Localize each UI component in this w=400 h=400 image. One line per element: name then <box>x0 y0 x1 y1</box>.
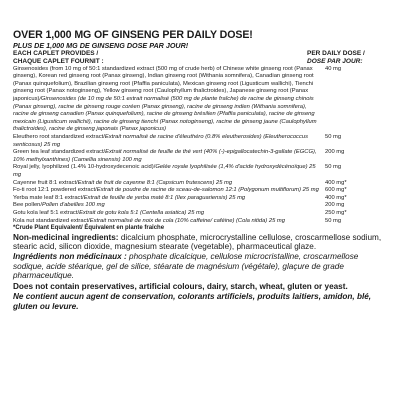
ingredient-row <box>13 164 387 179</box>
ingredient-name-en: Ginsenosides (from 10 mg of 50:1 standardized extract (500 mg of crude herb) of Chinese white ginseng root (Panax ginseng), Korean red ginseng root (Panax ginseng), Indian ginseng root (Withania somnifera), Canadian ginseng root (Panax quinquefolium), Brazilian ginseng root (Pfaffia paniculata), Mexican ginseng root (Ligusticum wallichi), Tienchi ginseng root (Panax notoginseng), Yellow ginseng root (Caulophyllum thalictroides), Japanese ginseng root (Panax japonicus) <box>13 65 314 103</box>
ingredient-text <box>13 149 325 164</box>
allergen-statement-en: Does not contain preservatives, artificial colours, dairy, starch, wheat, gluten or yeast. <box>13 281 348 291</box>
ingredient-name-fr: Extrait normalisé de racine d'éleuthéro (0.8% eleutherosides) (Eleutherococcus senticosus) 25 mg <box>13 134 308 148</box>
column-header-right-fr: DOSE PAR JOUR: <box>307 57 363 65</box>
column-headers <box>13 50 387 66</box>
ingredient-name-fr: Extrait normalisé de feuille de thé vert (40% (-)-epigallocatechin-3-gallate (EGCG), 10% methylxanthines) (Camellia sinensis) 100 mg <box>13 149 317 163</box>
ingredient-text <box>13 180 325 188</box>
column-header-left-fr: CHAQUE CAPLET FOURNIT : <box>13 57 104 65</box>
ingredient-row <box>13 149 387 164</box>
ingredient-name-fr: Extrait normalisé de noix de cola (10% caffeine/ caféine) (Cola nitida) 25 mg <box>89 217 285 224</box>
ingredient-amount: 50 mg <box>325 164 342 171</box>
non-medicinal-ingredients-fr <box>13 252 387 281</box>
ingredient-text <box>13 195 325 203</box>
column-header-right-en: PER DAILY DOSE / <box>307 50 365 58</box>
non-medicinal-ingredients-en <box>13 233 387 252</box>
ingredient-text <box>13 210 325 218</box>
ingredient-name-en: Eleuthero root standardized extract/ <box>13 134 105 141</box>
ingredient-row <box>13 202 387 210</box>
ingredient-text <box>13 202 325 210</box>
ingredient-name-fr: /Ginsenosides (de 10 mg de 50:1 extrait normalisé (500 mg de plante fraîche) de racine de ginseng chinois (Panax ginseng), racine de ginseng rouge coréen (Panax ginseng), racine de ginseng indien (Withania somnifera), racine de ginseng canadien (Panax quinquefolium), racine de ginseng brésilien (Pfaffia paniculata), racine de ginseng mexicain (Ligusticum wallichii), racine de ginseng tienchi (Panax notoginseng), racine de ginseng jaune (Caulophyllum thalictroides), racine de ginseng japonais (Panax japonicus) <box>13 96 317 133</box>
ingredient-row <box>13 187 387 195</box>
ingredient-name-en: Fo-ti root 12:1 powdered extract/ <box>13 187 97 194</box>
headline-french: PLUS DE 1,000 MG DE GINSENG DOSE PAR JOUR! <box>13 40 189 50</box>
ingredient-name-en: Gotu kola leaf 5:1 extract/ <box>13 209 80 216</box>
crude-plant-footnote: *Crude Plant Equivalent/ Équivalent en plante fraîche <box>13 225 165 232</box>
ingredient-amount: 50 mg <box>325 134 342 141</box>
ingredient-amount: 600 mg* <box>325 187 347 194</box>
ingredient-name-fr: Extrait de poudre de racine de sceau-de-salomon 12:1 (Polygonum multiflorum) 25 mg <box>96 187 319 194</box>
ingredient-name-fr: Extrait de fruit de cayenne 8:1 (Capsicum frutescens) 25 mg <box>77 179 233 186</box>
ingredient-name-fr: Pollen d'abeilles 100 mg <box>42 202 105 209</box>
non-medicinal-body-en: dicalcium phosphate, microcrystalline cellulose, croscarmellose sodium, stearic acid, silicon dioxide, magnesium stearate (vegetable), pharmaceutical glaze. <box>13 232 382 252</box>
ingredient-amount: 250 mg* <box>325 209 347 216</box>
ingredient-row <box>13 66 387 134</box>
ingredient-amount: 400 mg* <box>325 194 347 201</box>
ingredient-row <box>13 134 387 149</box>
headline: OVER 1,000 MG OF GINSENG PER DAILY DOSE! <box>13 29 253 41</box>
ingredient-row <box>13 180 387 188</box>
ingredient-name-en: Bee pollen/ <box>13 202 43 209</box>
column-header-left <box>13 50 104 66</box>
ingredient-name-fr: Extrait de gotu kola 5:1 (Centella asiatica) 25 mg <box>79 209 205 216</box>
non-medicinal-title-fr: Ingrédients non médicinaux : <box>13 251 127 261</box>
ingredient-amount: 40 mg <box>325 65 342 72</box>
column-header-right <box>307 50 387 66</box>
ingredient-text <box>13 134 325 149</box>
ingredient-name-en: Kola nut standardized extract/ <box>13 217 90 224</box>
ingredient-text <box>13 164 325 179</box>
ingredient-name-en: Cayenne fruit 8:1 extract/ <box>13 179 78 186</box>
ingredient-text <box>13 187 325 195</box>
ingredient-row <box>13 195 387 203</box>
non-medicinal-body-fr: phosphate dicalcique, cellulose microcristalline, croscarmellose sodique, acide stéarique, gel de silice, stéarate de magnésium (végétale), glaçure de grade pharmaceutique. <box>13 251 359 281</box>
ingredient-amount: 200 mg <box>325 202 345 209</box>
ingredient-name-en: Yerba mate leaf 8:1 extract/ <box>13 194 84 201</box>
ingredient-name-en: Green tea leaf standardized extract/ <box>13 149 106 156</box>
ingredient-row <box>13 210 387 218</box>
ingredient-name-fr: Extrait de feuille de yerba maté 8:1 (Ilex paraguariensis) 25 mg <box>83 194 246 201</box>
ingredient-name-en: Royal jelly, lyophilized (1.4% 10-hydroxydecenoic acid)/ <box>13 164 156 171</box>
non-medicinal-title-en: Non-medicinal ingredients: <box>13 232 119 242</box>
ingredient-text <box>13 66 325 134</box>
column-header-left-en: EACH CAPLET PROVIDES / <box>13 50 99 58</box>
ingredient-amount: 50 mg <box>325 217 342 224</box>
ingredient-amount: 200 mg <box>325 149 345 156</box>
ingredient-name-fr: Gelée royale lyophilisée (1,4% d'acide hydroxydécénoïque) 25 mg <box>13 164 316 178</box>
ingredient-amount: 400 mg* <box>325 179 347 186</box>
allergen-statement-fr: Ne contient aucun agent de conservation, colorants artificiels, produits laitiers, amidon, blé, gluten ou levure. <box>13 292 372 311</box>
